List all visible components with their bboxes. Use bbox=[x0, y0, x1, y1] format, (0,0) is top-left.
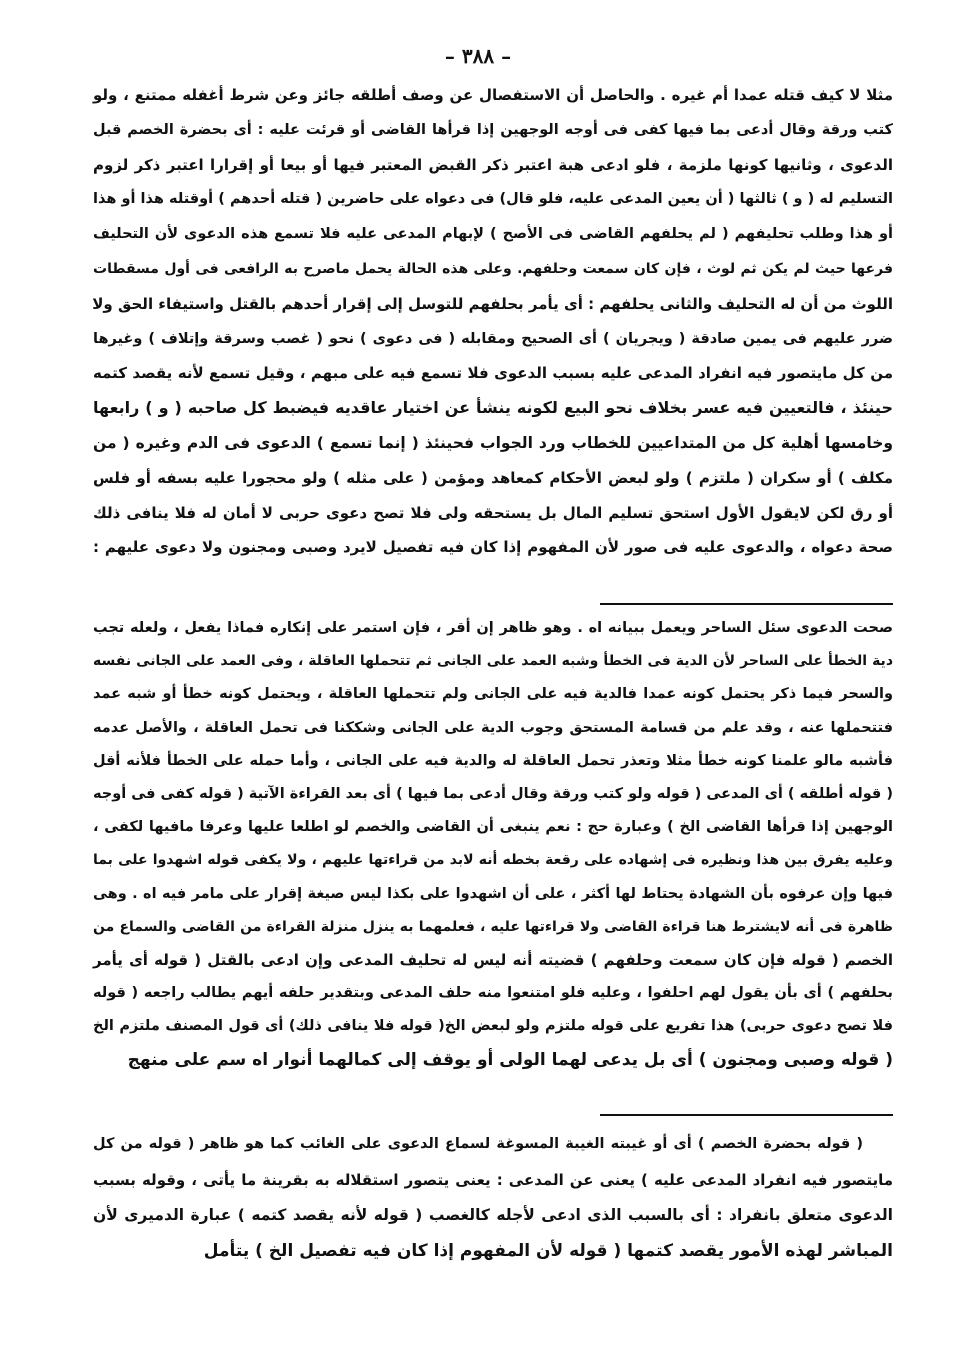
main_text-line: أو رق لكن لايقول الأول استحق تسليم المال بل يستحقه ولى فلا تصح دعوى حربى لا أمان له فلا ينافى ذلك bbox=[93, 503, 893, 522]
divider-commentary-footnotes bbox=[600, 1114, 893, 1116]
commentary-line: فيها وإن عرفوه بأن الشهادة يحتاط لها أكثر ، على أن اشهدوا على بكذا ليس صيغة إقرار على مامر فيه اه . وهى bbox=[93, 885, 893, 902]
main_text-line: التسليم له ( و ) ثالثها ( أن يعين المدعى عليه، فلو قال) فى دعواه على حاضرين ( قتله أحدهم ) أوقتله هذا أو هذا bbox=[93, 191, 893, 208]
footnotes-line: الدعوى متعلق بانفراد : أى بالسبب الذى ادعى لأجله كالغصب ( قوله لأنه يقصد كتمه ) عبارة الدميرى لأن bbox=[93, 1206, 893, 1224]
commentary-line: وعليه يفرق بين هذا ونظيره فى إشهاده على رقعة بخطه أنه لابد من قراءتها عليهم ، ولا يكفى قوله اشهدوا على بما bbox=[93, 852, 893, 869]
footnotes-line: مايتصور فيه انفراد المدعى عليه ) يعنى عن المدعى : يعنى يتصور استقلاله به بقرينة ما يأتى ، وقوله بسبب bbox=[93, 1170, 893, 1189]
page-number: – ٣٨٨ – bbox=[444, 44, 512, 68]
main_text-line: حينئذ ، فالتعيين فيه عسر بخلاف نحو البيع لكونه ينشأ عن اختيار عاقديه فيضبط كل صاحبه ( و ) رابعها bbox=[93, 398, 893, 418]
divider-main-commentary bbox=[600, 603, 893, 605]
main_text-line: مكلف ) أو سكران ( ملتزم ) ولو لبعض الأحكام كمعاهد ومؤمن ( على مثله ) ولو محجورا عليه بسفه أو فلس bbox=[93, 468, 893, 487]
commentary-line: صحت الدعوى سئل الساحر ويعمل ببيانه اه . وهو ظاهر إن أقر ، فإن استمر على إنكاره فماذا يفعل ، ولعله تجب bbox=[93, 620, 893, 636]
main_text-line: الدعوى ، وثانيها كونها ملزمة ، فلو ادعى هبة اعتبر ذكر القبض المعتبر فيها أو بيعا أو إقرارا اعتبر ذكر لزوم bbox=[93, 155, 893, 174]
commentary-line: فأشبه مالو علمنا كونه خطأ مثلا وتعذر تحمل العاقلة له والدية فيه على الجانى ، وأما حمله على الخطأ فلأنه أقل bbox=[93, 752, 893, 769]
main_text-line: اللوث من أن له التحليف والثانى يحلفهم : أى يأمر بحلفهم للتوسل إلى إقرار أحدهم بالقتل واستيفاء الحق ولا bbox=[92, 294, 893, 313]
main_text-line: مثلا لا كيف قتله عمدا أم غيره . والحاصل أن الاستفصال عن وصف أطلقه جائز وعن شرط أغفله ممتنع ، ولو bbox=[93, 86, 893, 104]
commentary-line: فلا تصح دعوى حربى) هذا تفريع على قوله ملتزم ولو لبعض الخ( قوله فلا ينافى ذلك) أى قول المصنف ملتزم الخ bbox=[93, 1018, 893, 1035]
main_text-line: وخامسها أهلية كل من المتداعيين للخطاب ورد الجواب فحينئذ ( إنما تسمع ) الدعوى فى الدم وغيره ( من bbox=[93, 434, 893, 452]
main_text-line: ضرر عليهم فى يمين صادقة ( ويجريان ) أى الصحيح ومقابله ( فى دعوى ) نحو ( غصب وسرقة وإتلاف ) وغيرها bbox=[93, 330, 893, 347]
commentary-line: ( قوله وصبى ومجنون ) أى بل يدعى لهما الولى أو يوقف إلى كمالهما أنوار اه سم على منهج bbox=[127, 1049, 893, 1070]
commentary-line: دية الخطأ على الساحر لأن الدية فى الخطأ وشبه العمد على الجانى ثم تتحملها العاقلة ، وفى العمد على الجانى نفسه bbox=[93, 653, 893, 670]
commentary-line: الوجهين إذا قرأها القاضى الخ ) وعبارة حج : نعم ينبغى أن القاضى والخصم لو اطلعا عليها وعرفا مافيها لكفى ، bbox=[93, 819, 893, 836]
main_text-line: من كل مايتصور فيه انفراد المدعى عليه بسبب الدعوى فلا تسمع فيه على مبهم ، وقيل تسمع لأنه يقصد كتمه bbox=[93, 364, 893, 383]
commentary-line: بحلفهم ) أى بأن يقول لهم احلفوا ، وعليه فلو امتنعوا منه حلف المدعى وبتقدير حلفه أيهم يطالب راجعه ( قوله bbox=[93, 985, 893, 1002]
main_text-line: فرعها حيث لم يكن ثم لوث ، فإن كان سمعت وحلفهم. وعلى هذه الحالة يحمل ماصرح به الرافعى فى أول مسقطات bbox=[93, 261, 893, 277]
footnotes-line: المباشر لهذه الأمور يقصد كتمها ( قوله لأن المفهوم إذا كان فيه تفصيل الخ ) يتأمل bbox=[203, 1240, 893, 1261]
commentary-line: الخصم ( قوله فإن كان سمعت وحلفهم ) قضيته أنه ليس له تحليف المدعى وإن ادعى بالقتل ( قوله أى يأمر bbox=[93, 951, 893, 969]
main_text-line: كتب ورقة وقال أدعى بما فيها كفى فى أوجه الوجهين إذا قرأها القاضى أو قرئت عليه : أى بحضرة الخصم قبل bbox=[93, 121, 893, 138]
main_text-line: أو هذا وطلب تحليفهم ( لم يحلفهم القاضى فى الأصح ) لإبهام المدعى عليه فلا تسمع هذه الدعوى لأن التحليف bbox=[93, 226, 893, 243]
commentary-line: ظاهرة فى أنه لايشترط هنا قراءة القاضى ولا قراءتها عليه ، فعلمهما به ينزل منزلة القراءة من القاضى والسماع من bbox=[93, 918, 893, 935]
commentary-line: فتتحملها عنه ، وقد علم من قسامة المستحق وجوب الدية على الجانى وشككنا فى تحمل العاقلة ، والأصل عدمه bbox=[93, 719, 893, 736]
commentary-line: والسحر فيما ذكر يحتمل كونه عمدا فالدية فيه على الجانى ولم تتحملها العاقلة ، ويحتمل كونه خطأ أو شبه عمد bbox=[93, 686, 893, 703]
footnotes-line: ( قوله بحضرة الخصم ) أى أو غيبته الغيبة المسوغة لسماع الدعوى على الغائب كما هو ظاهر ( قوله من كل bbox=[93, 1136, 863, 1152]
main_text-line: صحة دعواه ، والدعوى عليه فى صور لأن المفهوم إذا كان فيه تفصيل لايرد وصبى ومجنون ولا دعوى عليهم : bbox=[93, 538, 893, 557]
commentary-line: ( قوله أطلقه ) أى المدعى ( قوله ولو كتب ورقة وقال أدعى بما فيها ) أى بعد القراءة الآتية ( قوله كفى فى أوجه bbox=[93, 786, 893, 802]
